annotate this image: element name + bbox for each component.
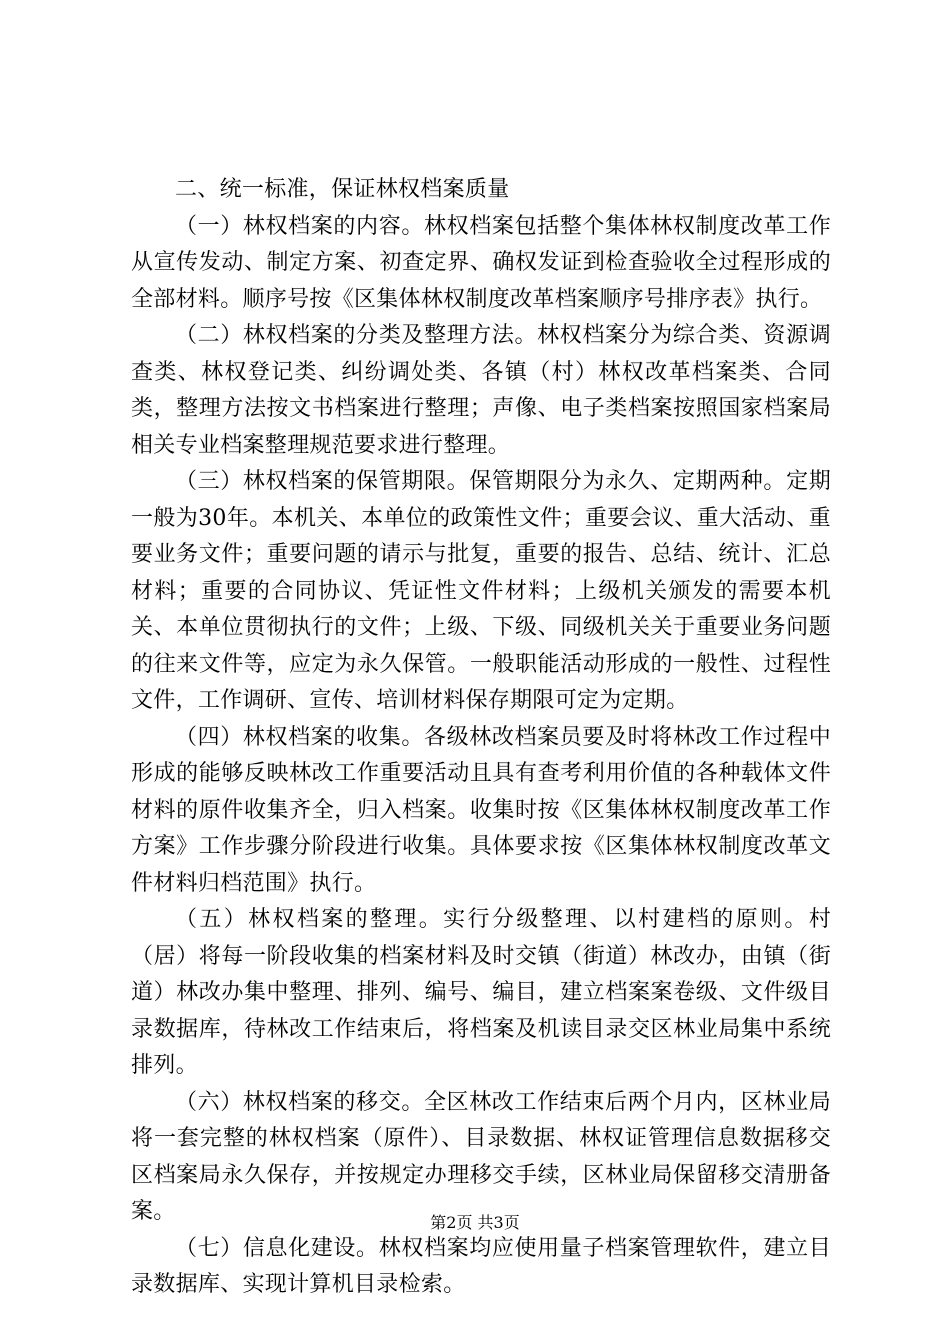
page-number-footer: 第2页 共3页 [430, 1213, 520, 1232]
paragraph-transfer: （六）林权档案的移交。全区林改工作结束后两个月内，区林业局将一套完整的林权档案（原件）、目录数据、林权证管理信息数据移交区档案局永久保存，并按规定办理移交手续，区林业局保留移交清册备案。 [131, 1089, 831, 1224]
paragraph-organization: （五）林权档案的整理。实行分级整理、以村建档的原则。村（居）将每一阶段收集的档案材料及时交镇（街道）林改办，由镇（街道）林改办集中整理、排列、编号、编目，建立档案案卷级、文件级目录数据库，待林改工作结束后，将档案及机读目录交区林业局集中系统排列。 [131, 907, 831, 1078]
paragraph-classification: （二）林权档案的分类及整理方法。林权档案分为综合类、资源调查类、林权登记类、纠纷调处类、各镇（村）林权改革档案类、合同类，整理方法按文书档案进行整理；声像、电子类档案按照国家档案局相关专业档案整理规范要求进行整理。 [131, 323, 831, 458]
document-body [131, 172, 831, 1304]
paragraph-collection: （四）林权档案的收集。各级林改档案员要及时将林改工作过程中形成的能够反映林改工作重要活动且具有查考利用价值的各种载体文件材料的原件收集齐全，归入档案。收集时按《区集体林权制度改革工作方案》工作步骤分阶段进行收集。具体要求按《区集体林权制度改革文件材料归档范围》执行。 [131, 724, 831, 896]
paragraph-content: （一）林权档案的内容。林权档案包括整个集体林权制度改革工作从宣传发动、制定方案、初查定界、确权发证到检查验收全过程形成的全部材料。顺序号按《区集体林权制度改革档案顺序号排序表》执行。 [131, 213, 831, 312]
paragraph-informatization: （七）信息化建设。林权档案均应使用量子档案管理软件，建立目录数据库、实现计算机目录检索。 [131, 1235, 831, 1297]
section-heading: 二、统一标准，保证林权档案质量 [175, 177, 510, 202]
paragraph-retention: （三）林权档案的保管期限。保管期限分为永久、定期两种。定期一般为30年。本机关、本单位的政策性文件；重要会议、重大活动、重要业务文件；重要问题的请示与批复，重要的报告、总结、统计、汇总材料；重要的合同协议、凭证性文件材料；上级机关颁发的需要本机关、本单位贯彻执行的文件；上级、下级、同级机关关于重要业务问题的往来文件等，应定为永久保管。一般职能活动形成的一般性、过程性文件，工作调研、宣传、培训材料保存期限可定为定期。 [131, 469, 831, 713]
